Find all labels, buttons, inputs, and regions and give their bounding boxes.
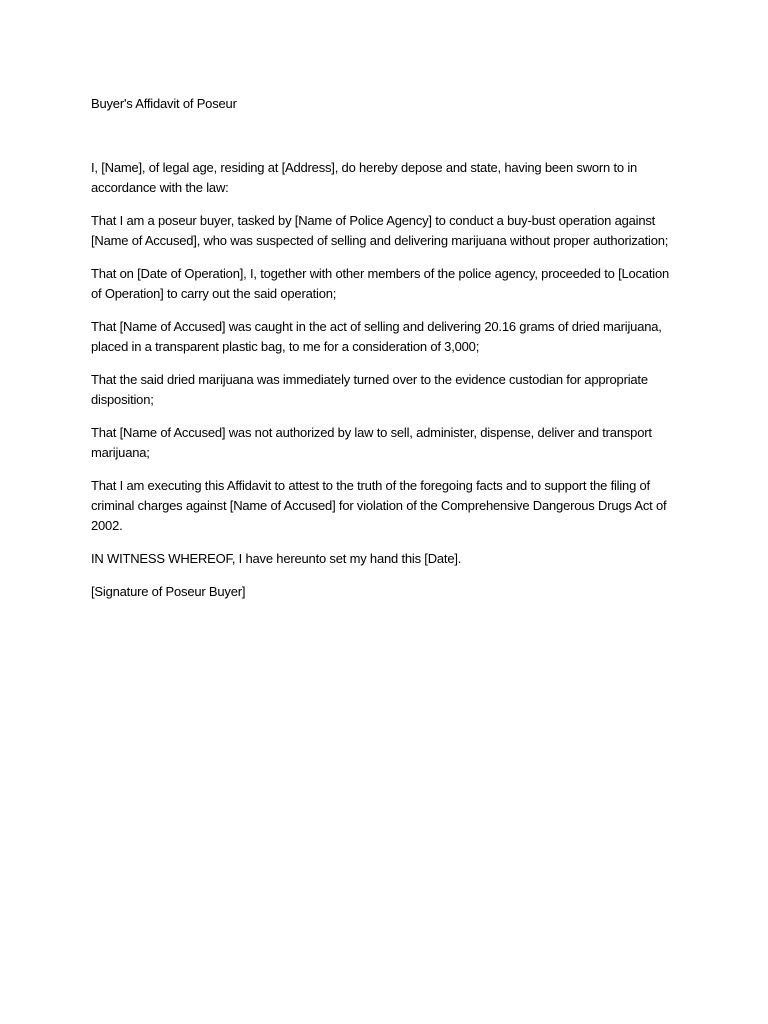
paragraph-witness: IN WITNESS WHEREOF, I have hereunto set my hand this [Date]. — [91, 551, 462, 566]
paragraph-operation-date: That on [Date of Operation], I, together with other members of the police agency, proceeded to [Location of Operation] to carry out the said operation; — [91, 266, 670, 301]
document-body — [91, 94, 676, 615]
paragraph-evidence-turnover: That the said dried marijuana was immediately turned over to the evidence custodian for appropriate disposition; — [91, 372, 648, 407]
paragraph-caught-in-act: That [Name of Accused] was caught in the act of selling and delivering 20.16 grams of dried marijuana, placed in a transparent plastic bag, to me for a consideration of 3,000; — [91, 319, 662, 354]
signature-line: [Signature of Poseur Buyer] — [91, 584, 246, 599]
paragraph-purpose: That I am executing this Affidavit to attest to the truth of the foregoing facts and to support the filing of criminal charges against [Name of Accused] for violation of the Comprehensive Dangerous Drugs Act of 2002. — [91, 478, 667, 533]
paragraph-deposition-intro: I, [Name], of legal age, residing at [Address], do hereby depose and state, having been sworn to in accordance with the law: — [91, 160, 638, 195]
paragraph-poseur-role: That I am a poseur buyer, tasked by [Name of Police Agency] to conduct a buy-bust operation against [Name of Accused], who was suspected of selling and delivering marijuana without proper authorization; — [91, 213, 669, 248]
paragraph-not-authorized: That [Name of Accused] was not authorized by law to sell, administer, dispense, deliver and transport marijuana; — [91, 425, 652, 460]
document-title: Buyer's Affidavit of Poseur — [91, 96, 237, 111]
